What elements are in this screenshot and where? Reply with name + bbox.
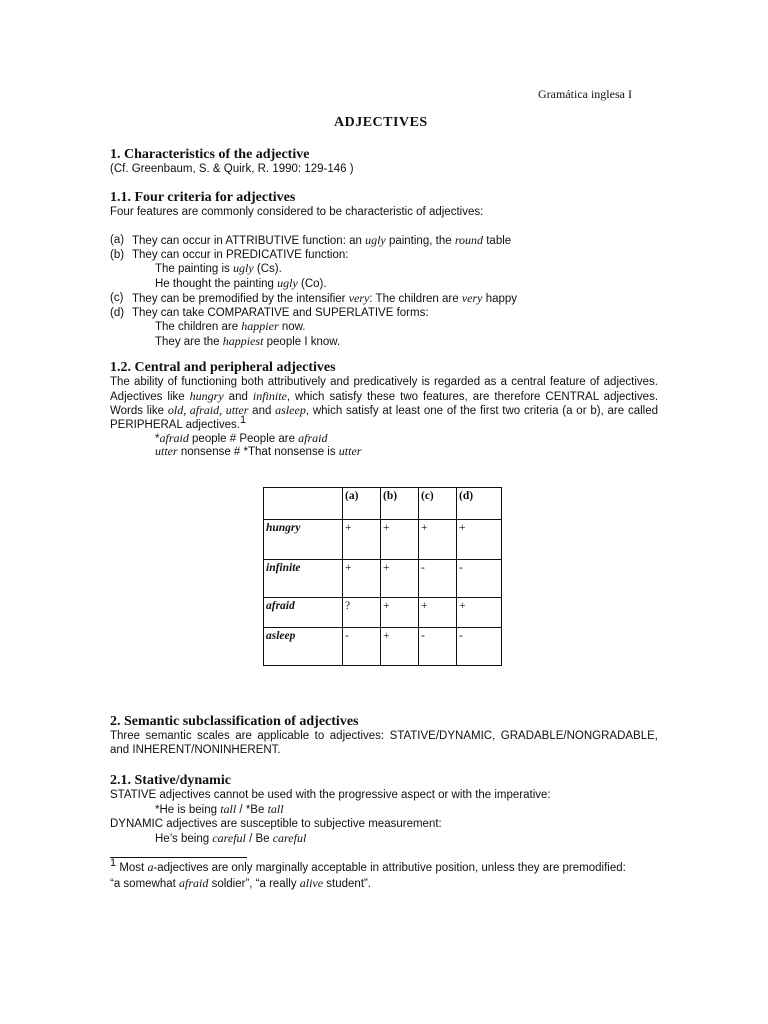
list-label: (d) (110, 306, 125, 319)
table-header-cell: (a) (343, 488, 381, 520)
text-run: , which satisfy these two features, are therefore CENTRAL adjectives. Words like (110, 390, 659, 418)
list-item (110, 234, 670, 249)
example-word: hungry (189, 388, 224, 403)
document-title: ADJECTIVES (334, 115, 428, 130)
example-word: utter (155, 444, 178, 458)
footnote-mark: 1 (110, 857, 117, 870)
text-run: They are the (155, 335, 223, 348)
text-run: now. (278, 321, 306, 334)
text-run: * (155, 433, 160, 445)
section-1-heading: 1. Characteristics of the adjective (110, 147, 310, 162)
example-word: happier (241, 319, 279, 334)
list-label: (c) (110, 291, 124, 304)
table-row-word: asleep (264, 628, 343, 666)
section-2-1-heading: 2.1. Stative/dynamic (110, 773, 231, 788)
text-run: / Be (245, 833, 273, 845)
text-run: , which satisfy at least one of the first two criteria (a or b), are called PERIPHERAL adjectives. (110, 405, 658, 431)
criteria-table (263, 487, 502, 666)
table-row-word: hungry (264, 520, 343, 560)
footnote-line (110, 876, 670, 892)
section-2-1-paragraph-2: DYNAMIC adjectives are susceptible to subjective measurement: (110, 818, 442, 830)
footnote-line (110, 857, 670, 876)
criteria-list (110, 234, 670, 350)
text-run: The children are (155, 321, 242, 334)
example-word: ugly (277, 276, 298, 291)
example-word: utter (338, 444, 362, 458)
text-run: The painting is (155, 263, 233, 276)
text-run: They can occur in ATTRIBUTIVE function: an (132, 235, 366, 247)
table-cell: - (457, 560, 502, 598)
text-run: and (248, 405, 276, 418)
table-cell: - (343, 628, 381, 666)
example-word: careful (272, 831, 307, 845)
example-word: very (348, 290, 370, 305)
text-run: people I know. (263, 335, 341, 348)
text-run: table (483, 235, 512, 247)
example-word: asleep (275, 403, 306, 418)
table-cell: ? (343, 598, 381, 628)
text-run: “a somewhat (110, 877, 180, 890)
example-word: afraid (179, 875, 209, 890)
table-cell: + (419, 598, 457, 628)
text-run: (Cs). (253, 263, 282, 276)
section-2-paragraph: Three semantic scales are applicable to adjectives: STATIVE/DYNAMIC, GRADABLE/NONGRADABLE, and INHERENT/NONINHERENT. (110, 730, 658, 756)
text-run: / *Be (236, 804, 268, 816)
table-row (264, 628, 502, 666)
example-line (110, 335, 670, 350)
table-cell: + (457, 598, 502, 628)
list-item (110, 249, 670, 263)
example-word: very (461, 290, 483, 305)
text-run: They can be premodified by the intensifier (132, 292, 349, 305)
example-word: tall (220, 802, 237, 816)
footnote-separator (110, 857, 247, 858)
table-row-word: afraid (264, 598, 343, 628)
example-word: tall (267, 802, 284, 816)
text-run: nonsense # *That nonsense is (177, 446, 339, 458)
section-2-heading: 2. Semantic subclassification of adjectives (110, 714, 359, 729)
example-word: a (147, 860, 154, 874)
table-cell: - (419, 560, 457, 598)
text-run: -adjectives are only marginally acceptable in attributive position, unless they are premodified: (153, 862, 626, 874)
example-word: ugly (365, 233, 386, 247)
text-run: (Co). (297, 278, 327, 291)
list-text: They can occur in PREDICATIVE function: (132, 248, 349, 261)
table-cell: + (457, 520, 502, 560)
list-text: They can take COMPARATIVE and SUPERLATIVE forms: (132, 306, 429, 319)
list-item (110, 307, 670, 321)
text-run: student”. (323, 877, 372, 890)
list-item (110, 292, 670, 307)
example-line (155, 832, 306, 847)
example-word: careful (212, 831, 246, 845)
example-line (110, 277, 670, 292)
table-header-cell: (b) (381, 488, 419, 520)
text-run: He’s being (155, 833, 213, 845)
text-run: The ability of functioning both attributively and predicatively is regarded as a central feature of adjectives. Adjectives like (110, 376, 658, 403)
example-word: happiest (222, 333, 264, 348)
footnote (110, 857, 670, 891)
footnote-reference[interactable]: 1 (239, 413, 247, 426)
text-run: He thought the painting (155, 278, 278, 291)
table-cell: + (381, 598, 419, 628)
example-word: old, afraid, utter (167, 403, 249, 418)
text-run: soldier”, “a really (208, 877, 300, 890)
list-label: (a) (110, 234, 125, 246)
text-run: people # People are (188, 433, 299, 445)
text-run: happy (482, 292, 518, 305)
table-header-row (264, 488, 502, 520)
table-cell: - (419, 628, 457, 666)
example-word: afraid (159, 431, 189, 445)
table-header-cell: (c) (419, 488, 457, 520)
table-cell: - (457, 628, 502, 666)
section-1-1-intro: Four features are commonly considered to be characteristic of adjectives: (110, 206, 484, 218)
table-cell: + (381, 520, 419, 560)
section-1-citation: (Cf. Greenbaum, S. & Quirk, R. 1990: 129-146 ) (110, 163, 354, 175)
example-word: infinite (252, 388, 287, 403)
running-header: Gramática inglesa I (538, 87, 632, 101)
example-word: ugly (233, 261, 254, 276)
example-line (155, 445, 361, 460)
table-header-cell (264, 488, 343, 520)
list-text (132, 234, 511, 249)
table-header-cell: (d) (457, 488, 502, 520)
text-run: Most (116, 862, 148, 874)
table-cell: + (343, 560, 381, 598)
table-row (264, 560, 502, 598)
table-row (264, 598, 502, 628)
table-row-word: infinite (264, 560, 343, 598)
example-word: alive (299, 875, 324, 890)
example-word: afraid (298, 431, 328, 445)
section-1-2-paragraph (110, 376, 658, 432)
section-2-1-paragraph: STATIVE adjectives cannot be used with the progressive aspect or with the imperative: (110, 789, 551, 801)
section-1-1-heading: 1.1. Four criteria for adjectives (110, 190, 296, 205)
section-1-2-heading: 1.2. Central and peripheral adjectives (110, 360, 336, 375)
table-cell: + (381, 560, 419, 598)
text-run: painting, the (385, 235, 455, 247)
text-run: *He is being (155, 804, 221, 816)
table-cell: + (419, 520, 457, 560)
list-label: (b) (110, 248, 125, 261)
table-cell: + (381, 628, 419, 666)
example-line (155, 803, 284, 818)
example-line (110, 262, 670, 277)
example-word: round (454, 233, 484, 247)
table-cell: + (343, 520, 381, 560)
table-row (264, 520, 502, 560)
text-run: : The children are (369, 292, 462, 305)
text-run: and (223, 390, 253, 403)
list-text (132, 292, 517, 307)
example-line (110, 320, 670, 335)
